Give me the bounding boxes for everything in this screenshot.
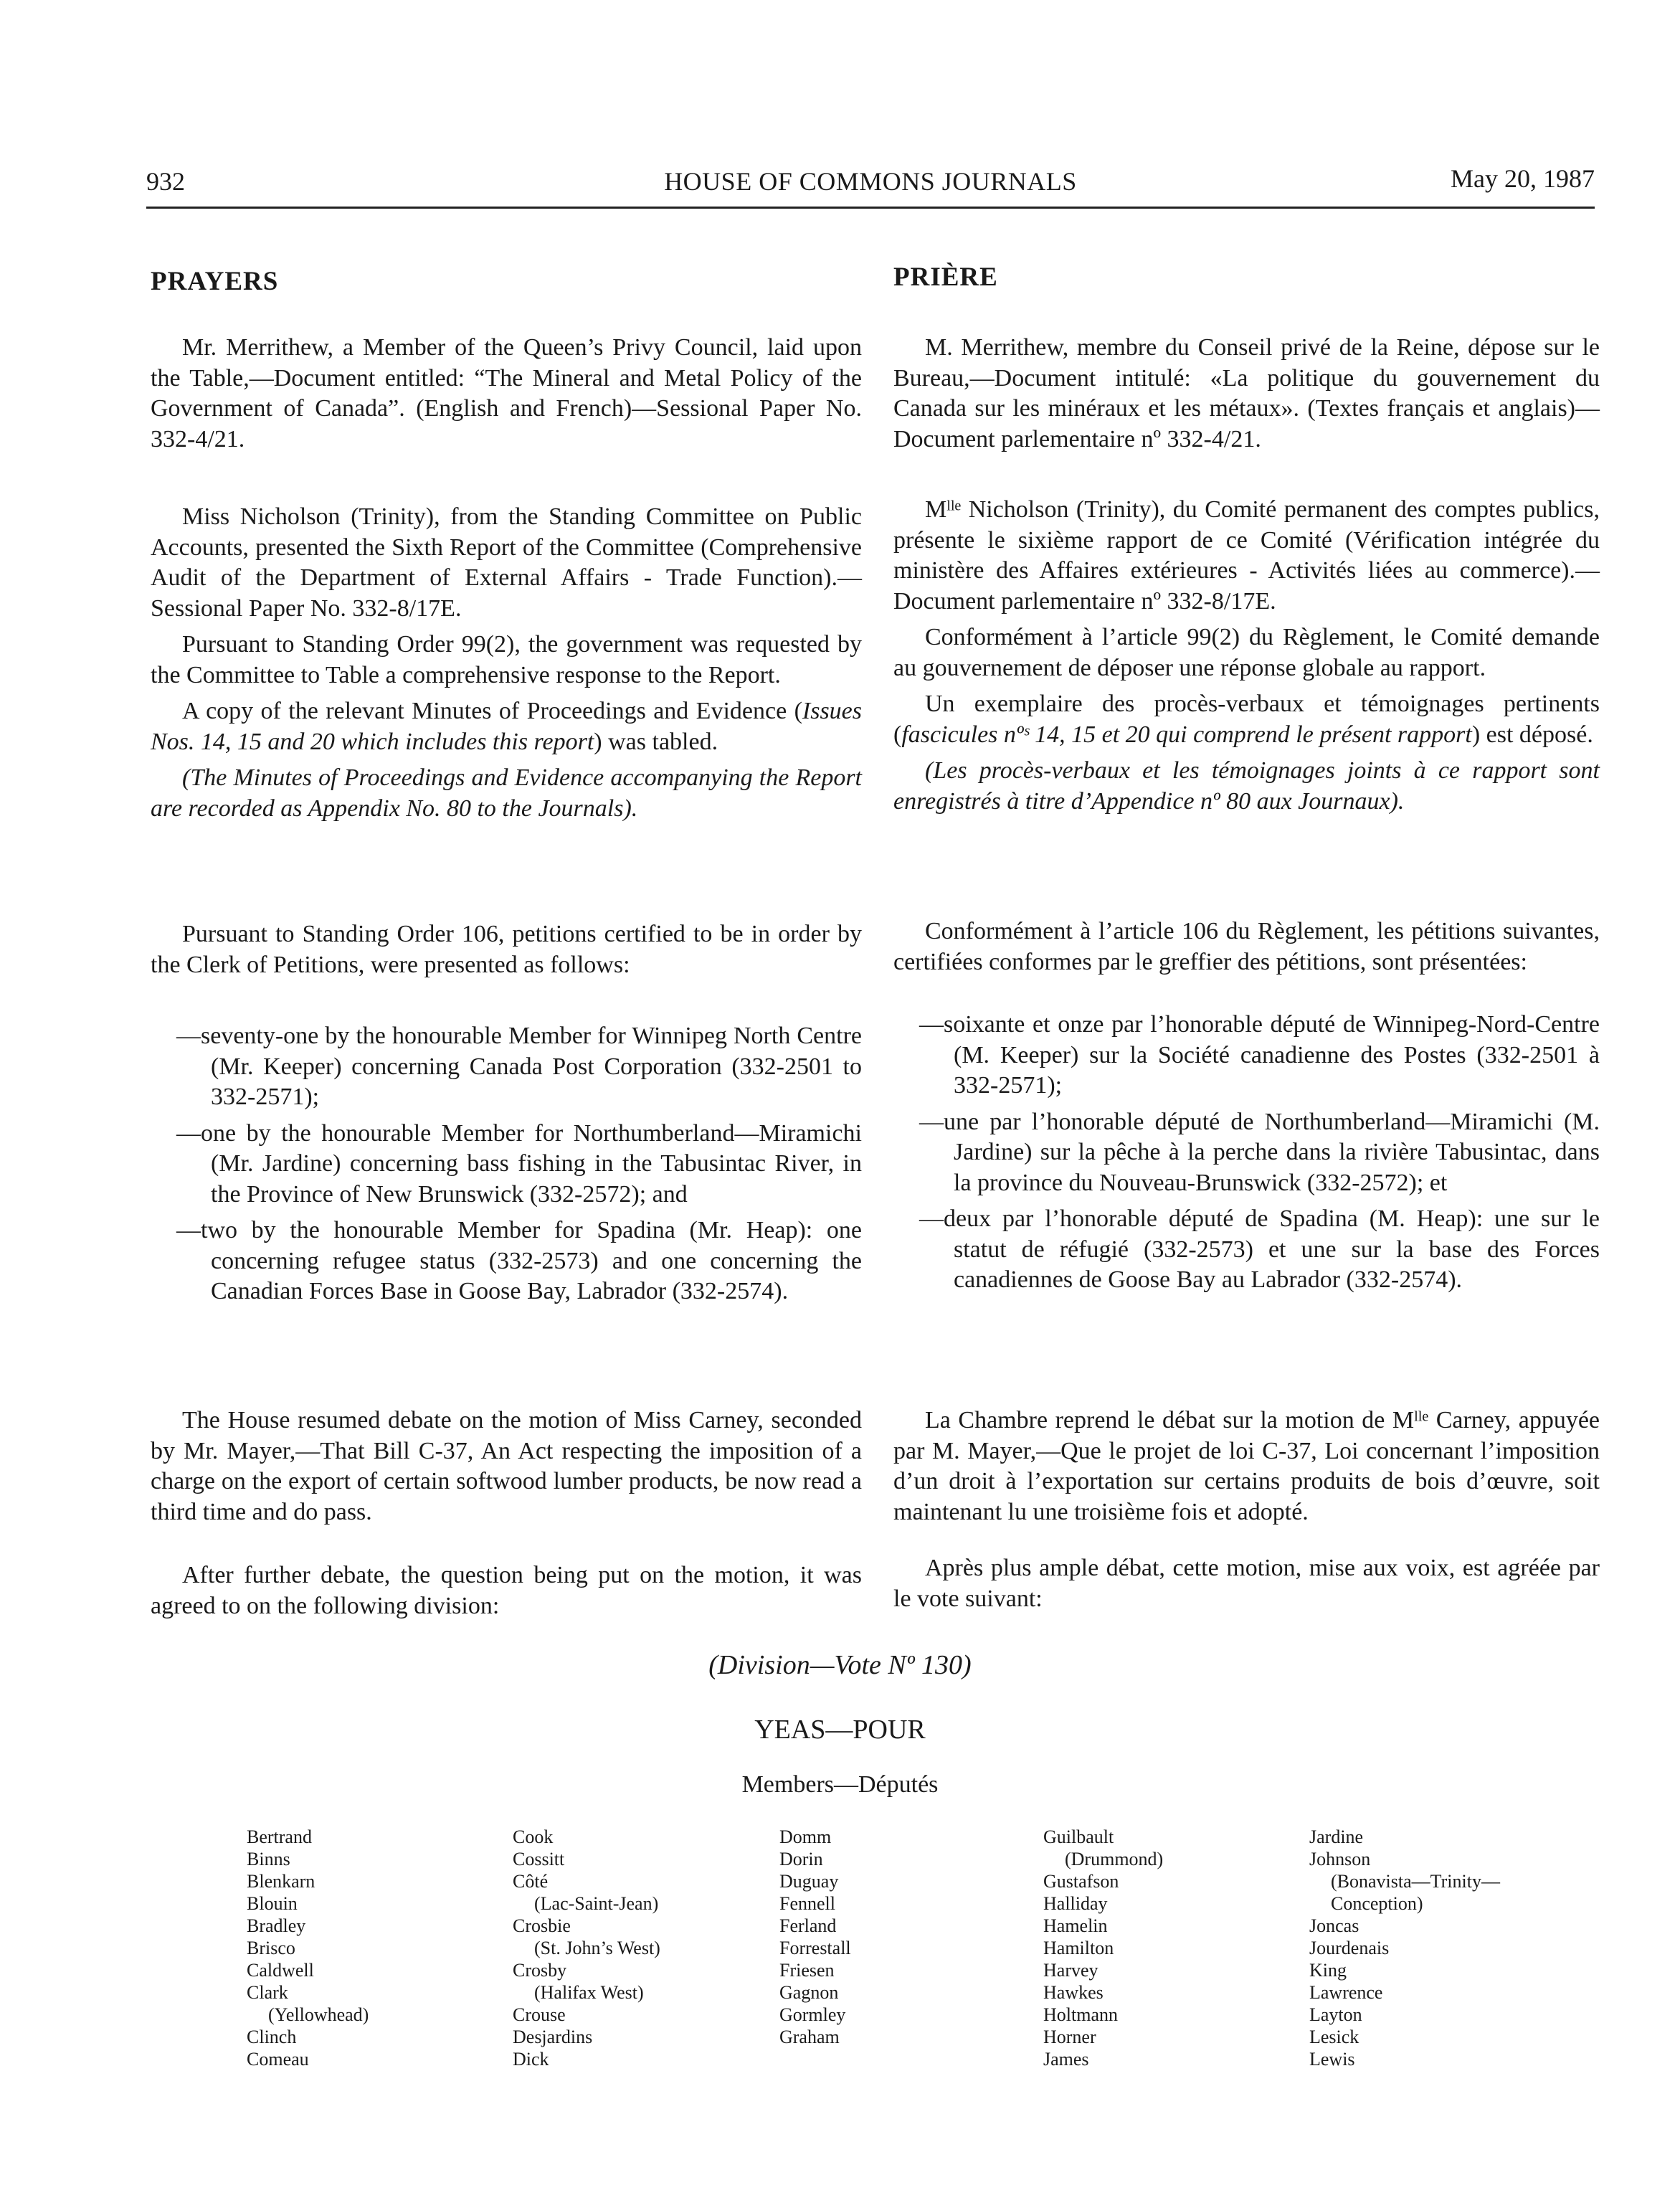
member-name: Forrestall [779,1938,851,1958]
member-name: Caldwell [247,1960,314,1981]
member-name: Bradley [247,1915,306,1936]
member-name: Brisco [247,1938,295,1958]
header-date: May 20, 1987 [1451,164,1595,193]
member-name: Horner [1043,2027,1096,2047]
member-name: Hamilton [1043,1938,1114,1958]
paragraph-appendix-fr: (Les procès-verbaux et les témoignages joints à ce rapport sont enregistrés à titre d’Appendice nº 80 aux Journaux). [893,757,1600,815]
members-list-col-5 [1309,1826,1500,2070]
member-name: Comeau [247,2049,309,2070]
member-name: Crouse [513,2004,566,2025]
member-riding: (Yellowhead) [268,2004,369,2025]
member-name: Lesick [1309,2027,1359,2047]
member-name: Blenkarn [247,1871,315,1892]
member-riding: Conception) [1331,1893,1423,1914]
paragraph-tabling-fr: M. Merrithew, membre du Conseil privé de la Reine, dépose sur le Bureau,—Document intitulé: «La politique du gouvernement du Canada sur les minéraux et les métaux». (Textes français et anglais)—Document parlementaire nº 332-4/21. [893,334,1600,452]
paragraph-petitions-intro-en: Pursuant to Standing Order 106, petitions certified to be in order by the Clerk of Petitions, were presented as follows: [151,921,862,978]
member-name: Domm [779,1826,832,1847]
paragraph-response-en: Pursuant to Standing Order 99(2), the government was requested by the Committee to Table a comprehensive response to the Report. [151,631,862,688]
paragraph-petitions-intro-fr: Conformément à l’article 106 du Règlement, les pétitions suivantes, certifiées conformes par le greffier des pétitions, sont présentées: [893,918,1600,975]
member-name: Holtmann [1043,2004,1118,2025]
paragraph-response-fr: Conformément à l’article 99(2) du Règlement, le Comité demande au gouvernement de déposer une réponse globale au rapport. [893,624,1600,681]
member-name: Dorin [779,1849,823,1869]
member-name: Côté [513,1871,549,1892]
petition-item-fr: —deux par l’honorable député de Spadina (M. Heap): une sur le statut de réfugié (332-2573) et une sur la base des Forces canadiennes de Goose Bay au Labrador (332-2574). [919,1205,1600,1293]
member-name: Harvey [1043,1960,1098,1981]
member-name: Hawkes [1043,1982,1104,2003]
petition-item-en: —two by the honourable Member for Spadina (Mr. Heap): one concerning refugee status (332-2573) and one concerning the Canadian Forces Base in Goose Bay, Labrador (332-2574). [176,1217,862,1304]
member-name: Layton [1309,2004,1362,2025]
member-name: Jardine [1309,1826,1364,1847]
members-list-col-1 [247,1826,369,2070]
journal-title: HOUSE OF COMMONS JOURNALS [664,167,1077,196]
member-name: Gormley [779,2004,846,2025]
members-list-col-2 [513,1826,660,2070]
member-riding: (Lac-Saint-Jean) [534,1893,659,1914]
member-name: Gagnon [779,1982,839,2003]
member-name: Blouin [247,1893,298,1914]
member-name: Bertrand [247,1826,312,1847]
members-list-col-4 [1043,1826,1163,2070]
paragraph-division-fr: Après plus ample débat, cette motion, mise aux voix, est agréée par le vote suivant: [893,1555,1600,1612]
member-name: King [1309,1960,1347,1981]
member-name: Hamelin [1043,1915,1108,1936]
petition-item-fr: —soixante et onze par l’honorable député de Winnipeg-Nord-Centre (M. Keeper) sur la Société canadienne des Postes (332-2501 à 332-2571); [919,1011,1600,1099]
member-name: Friesen [779,1960,835,1981]
member-name: Lewis [1309,2049,1355,2070]
member-name: Desjardins [513,2027,593,2047]
paragraph-report-fr: Mˡˡᵉ Nicholson (Trinity), du Comité permanent des comptes publics, présente le sixième rapport de ce Comité (Vérification intégrée du ministère des Affaires extérieures - Activités liées au commerce).—Document parlementaire nº 332-8/17E. [893,496,1600,615]
member-name: Fennell [779,1893,835,1914]
paragraph-tabling-en: Mr. Merrithew, a Member of the Queen’s Privy Council, laid upon the Table,—Document entitled: “The Mineral and Metal Policy of the Government of Canada”. (English and French)—Sessional Paper No. 332-4/21. [151,334,862,452]
member-riding: (Drummond) [1065,1849,1164,1869]
member-name: Clinch [247,2027,297,2047]
paragraph-debate-fr: La Chambre reprend le débat sur la motion de Mˡˡᵉ Carney, appuyée par M. Mayer,—Que le projet de loi C-37, Loi concernant l’imposition d’un droit à l’exportation sur certains produits de bois d’œuvre, soit maintenant lu une troisième fois et adopté. [893,1407,1600,1525]
member-name: Guilbault [1043,1826,1114,1847]
member-name: Cook [513,1826,554,1847]
member-name: Graham [779,2027,840,2047]
page-header [146,163,1595,209]
section-heading-en: PRAYERS [151,267,279,296]
paragraph-report-en: Miss Nicholson (Trinity), from the Standing Committee on Public Accounts, presented the Sixth Report of the Committee (Comprehensive Audit of the Department of External Affairs - Trade Function).—Sessional Paper No. 332-8/17E. [151,503,862,622]
member-name: Halliday [1043,1893,1108,1914]
member-name: Dick [513,2049,549,2070]
paragraph-division-en: After further debate, the question being put on the motion, it was agreed to on the following division: [151,1562,862,1619]
member-name: Ferland [779,1915,837,1936]
paragraph-minutes-fr: Un exemplaire des procès-verbaux et témoignages pertinents (fascicules nºˢ 14, 15 et 20 qui comprend le présent rapport) est déposé. [893,691,1600,748]
paragraph-minutes-en: A copy of the relevant Minutes of Proceedings and Evidence (Issues Nos. 14, 15 and 20 which includes this report) was tabled. [151,698,862,755]
members-heading: Members—Députés [741,1771,939,1798]
member-riding: (Bonavista—Trinity— [1331,1871,1500,1892]
petition-item-fr: —une par l’honorable député de Northumberland—Miramichi (M. Jardine) sur la pêche à la perche dans la rivière Tabusintac, dans la province du Nouveau-Brunswick (332-2572); et [919,1108,1600,1196]
member-name: Gustafson [1043,1871,1119,1892]
paragraph-debate-en: The House resumed debate on the motion of Miss Carney, seconded by Mr. Mayer,—That Bill C-37, An Act respecting the imposition of a charge on the export of certain softwood lumber products, be now read a third time and do pass. [151,1407,862,1525]
petition-item-en: —seventy-one by the honourable Member for Winnipeg North Centre (Mr. Keeper) concerning Canada Post Corporation (332-2501 to 332-2571); [176,1023,862,1110]
member-name: James [1043,2049,1089,2070]
member-name: Crosbie [513,1915,571,1936]
section-heading-fr: PRIÈRE [893,262,998,292]
paragraph-appendix-en: (The Minutes of Proceedings and Evidence accompanying the Report are recorded as Appendix No. 80 to the Journals). [151,764,862,822]
yeas-heading: YEAS—POUR [754,1715,926,1745]
member-name: Cossitt [513,1849,565,1869]
petition-item-en: —one by the honourable Member for Northumberland—Miramichi (Mr. Jardine) concerning bass fishing in the Tabusintac River, in the Province of New Brunswick (332-2572); and [176,1119,862,1208]
member-name: Jourdenais [1309,1938,1390,1958]
page-number: 932 [146,167,185,196]
member-name: Binns [247,1849,290,1869]
member-riding: (Halifax West) [534,1982,644,2003]
member-name: Duguay [779,1871,839,1892]
division-title: (Division—Vote Nº 130) [708,1650,972,1680]
members-list-col-3 [779,1826,851,2048]
member-name: Lawrence [1309,1982,1383,2003]
member-name: Crosby [513,1960,567,1981]
member-name: Johnson [1309,1849,1371,1869]
member-name: Clark [247,1982,288,2003]
member-name: Joncas [1309,1915,1359,1936]
member-riding: (St. John’s West) [534,1938,660,1958]
